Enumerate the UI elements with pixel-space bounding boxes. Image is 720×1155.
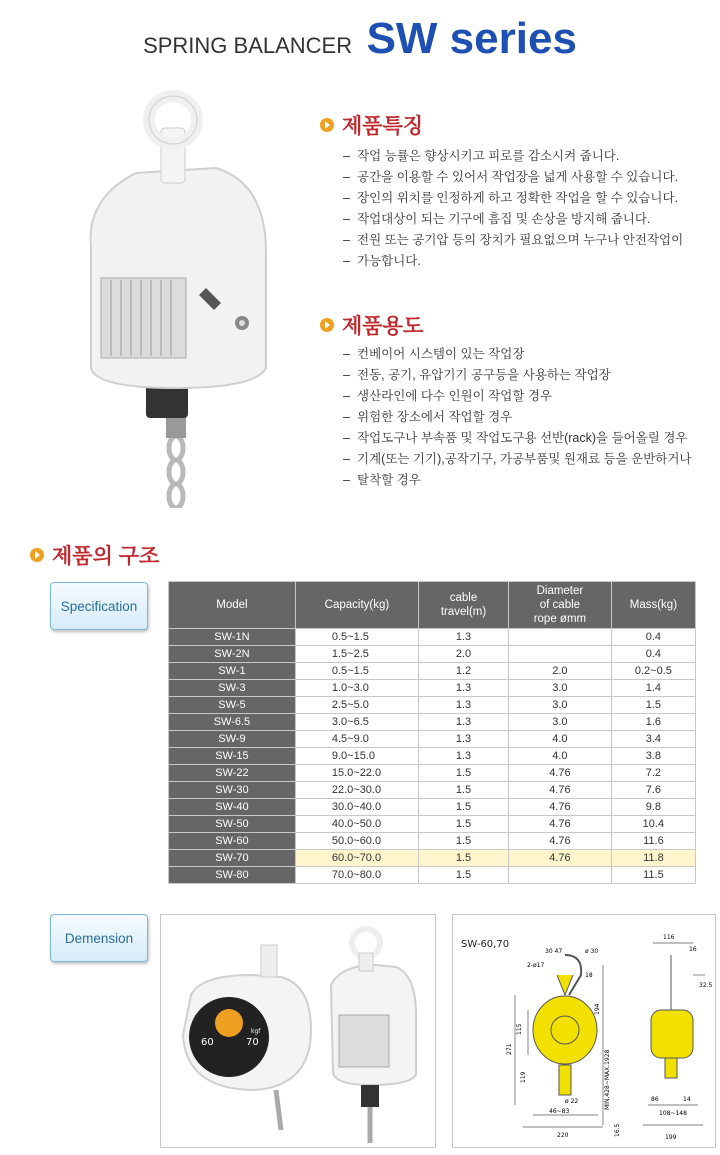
cell-capacity: 15.0~22.0 [295, 765, 418, 782]
cell-travel: 1.2 [419, 663, 509, 680]
table-row [169, 765, 696, 782]
arrow-bullet-icon [320, 318, 334, 332]
cell-diameter: 3.0 [509, 680, 612, 697]
header-model: Model [169, 582, 296, 629]
list-item-continuation: – 탈착할 경우 [343, 470, 713, 491]
svg-text:ø 22: ø 22 [565, 1098, 579, 1105]
cell-travel: 1.3 [419, 697, 509, 714]
cell-capacity: 22.0~30.0 [295, 782, 418, 799]
uses-heading: 제품용도 [320, 310, 423, 340]
list-item: – 전원 또는 공기압 등의 장치가 필요없으며 누구나 안전작업이 [343, 230, 713, 251]
cell-model: SW-1N [169, 629, 296, 646]
structure-heading: 제품의 구조 [30, 540, 159, 570]
cell-diameter: 4.76 [509, 782, 612, 799]
table-row [169, 629, 696, 646]
header-diameter: Diameter of cable rope ømm [509, 582, 612, 629]
cell-diameter [509, 629, 612, 646]
specification-tab[interactable]: Specification [50, 582, 148, 630]
cell-model: SW-5 [169, 697, 296, 714]
dimension-tab[interactable]: Demension [50, 914, 148, 962]
cell-travel: 1.5 [419, 765, 509, 782]
cell-capacity: 60.0~70.0 [295, 850, 418, 867]
cell-diameter: 4.76 [509, 850, 612, 867]
cell-travel: 1.3 [419, 731, 509, 748]
cell-mass: 1.6 [611, 714, 695, 731]
cell-model: SW-2N [169, 646, 296, 663]
cell-mass: 3.4 [611, 731, 695, 748]
cell-travel: 1.5 [419, 816, 509, 833]
header-travel: cable travel(m) [419, 582, 509, 629]
header-mass: Mass(kg) [611, 582, 695, 629]
cell-model: SW-3 [169, 680, 296, 697]
cell-mass: 1.5 [611, 697, 695, 714]
cell-diameter: 4.76 [509, 799, 612, 816]
svg-text:116: 116 [663, 934, 675, 941]
cell-mass: 11.6 [611, 833, 695, 850]
cell-capacity: 0.5~1.5 [295, 629, 418, 646]
svg-text:16.5: 16.5 [614, 1123, 621, 1137]
table-row [169, 816, 696, 833]
cell-mass: 7.6 [611, 782, 695, 799]
svg-text:70: 70 [246, 1037, 259, 1048]
cell-travel: 1.3 [419, 680, 509, 697]
title-series: SW series [366, 14, 577, 63]
product-photo [66, 88, 286, 508]
list-item: – 장인의 위치를 인정하게 하고 정확한 작업을 할 수 있습니다. [343, 188, 713, 209]
table-row [169, 714, 696, 731]
list-item: – 위험한 장소에서 작업할 경우 [343, 407, 713, 428]
cell-model: SW-30 [169, 782, 296, 799]
list-item-continuation: – 가능합니다. [343, 251, 713, 272]
cell-model: SW-80 [169, 867, 296, 884]
cell-diameter: 4.0 [509, 748, 612, 765]
svg-text:32.5: 32.5 [699, 982, 713, 989]
svg-text:MIN.428~MAX.1928: MIN.428~MAX.1928 [604, 1049, 611, 1110]
title-prefix: SPRING BALANCER [143, 33, 353, 58]
cell-model: SW-50 [169, 816, 296, 833]
cell-diameter [509, 867, 612, 884]
svg-text:18: 18 [585, 972, 593, 979]
cell-travel: 1.5 [419, 799, 509, 816]
svg-text:220: 220 [557, 1132, 569, 1139]
spec-table [168, 581, 696, 884]
features-heading: 제품특징 [320, 110, 423, 140]
cell-mass: 0.2~0.5 [611, 663, 695, 680]
cell-mass: 3.8 [611, 748, 695, 765]
svg-text:2-ø17: 2-ø17 [527, 962, 545, 969]
list-item: – 기계(또는 기기),공작기구, 가공부품및 원재료 등을 운반하거나 [343, 449, 713, 470]
cell-mass: 11.8 [611, 850, 695, 867]
list-item: – 공간을 이용할 수 있어서 작업장을 넓게 사용할 수 있습니다. [343, 167, 713, 188]
svg-text:30 47: 30 47 [545, 948, 563, 955]
cell-mass: 1.4 [611, 680, 695, 697]
cell-travel: 1.5 [419, 850, 509, 867]
table-row [169, 680, 696, 697]
list-item: – 전동, 공기, 유압기기 공구등을 사용하는 작업장 [343, 365, 713, 386]
cell-model: SW-22 [169, 765, 296, 782]
cell-mass: 0.4 [611, 646, 695, 663]
header-capacity: Capacity(kg) [295, 582, 418, 629]
svg-text:14: 14 [683, 1096, 691, 1103]
cell-capacity: 30.0~40.0 [295, 799, 418, 816]
cell-model: SW-70 [169, 850, 296, 867]
svg-text:ø 30: ø 30 [585, 948, 599, 955]
page-title [0, 14, 720, 64]
features-list [343, 146, 713, 272]
cell-mass: 10.4 [611, 816, 695, 833]
cell-capacity: 1.0~3.0 [295, 680, 418, 697]
table-row [169, 782, 696, 799]
table-row [169, 646, 696, 663]
svg-text:119: 119 [520, 1071, 527, 1083]
cell-diameter: 4.0 [509, 731, 612, 748]
svg-text:115: 115 [516, 1023, 523, 1035]
table-row [169, 748, 696, 765]
cell-capacity: 40.0~50.0 [295, 816, 418, 833]
cell-model: SW-6.5 [169, 714, 296, 731]
svg-text:194: 194 [594, 1003, 601, 1015]
svg-text:kgf: kgf [251, 1028, 261, 1035]
cell-capacity: 2.5~5.0 [295, 697, 418, 714]
table-row [169, 663, 696, 680]
cell-model: SW-15 [169, 748, 296, 765]
arrow-bullet-icon [320, 118, 334, 132]
svg-text:86: 86 [651, 1096, 659, 1103]
svg-text:46~83: 46~83 [549, 1108, 570, 1115]
cell-diameter: 4.76 [509, 765, 612, 782]
cell-travel: 1.3 [419, 748, 509, 765]
dimension-photo [160, 914, 436, 1148]
cell-travel: 1.5 [419, 833, 509, 850]
list-item: – 컨베이어 시스템이 있는 작업장 [343, 344, 713, 365]
cell-capacity: 1.5~2.5 [295, 646, 418, 663]
svg-text:16: 16 [689, 946, 697, 953]
svg-text:60: 60 [201, 1037, 214, 1048]
cell-mass: 11.5 [611, 867, 695, 884]
arrow-bullet-icon [30, 548, 44, 562]
cell-capacity: 9.0~15.0 [295, 748, 418, 765]
svg-text:108~148: 108~148 [659, 1110, 687, 1117]
cell-model: SW-60 [169, 833, 296, 850]
cell-capacity: 3.0~6.5 [295, 714, 418, 731]
cell-capacity: 0.5~1.5 [295, 663, 418, 680]
cell-capacity: 4.5~9.0 [295, 731, 418, 748]
cell-travel: 2.0 [419, 646, 509, 663]
cell-travel: 1.5 [419, 867, 509, 884]
cell-model: SW-9 [169, 731, 296, 748]
cell-diameter [509, 646, 612, 663]
cell-mass: 0.4 [611, 629, 695, 646]
dimension-drawing [452, 914, 716, 1148]
cell-travel: 1.3 [419, 714, 509, 731]
cell-diameter: 2.0 [509, 663, 612, 680]
table-row [169, 833, 696, 850]
cell-capacity: 50.0~60.0 [295, 833, 418, 850]
table-row [169, 850, 696, 867]
drawing-label: SW-60,70 [461, 939, 510, 950]
cell-diameter: 3.0 [509, 714, 612, 731]
svg-text:199: 199 [665, 1134, 677, 1141]
list-item: – 작업 능률은 향상시키고 피로를 감소시켜 줍니다. [343, 146, 713, 167]
cell-mass: 9.8 [611, 799, 695, 816]
cell-mass: 7.2 [611, 765, 695, 782]
cell-diameter: 4.76 [509, 816, 612, 833]
cell-model: SW-40 [169, 799, 296, 816]
table-row [169, 867, 696, 884]
table-row [169, 697, 696, 714]
list-item: – 생산라인에 다수 인원이 작업할 경우 [343, 386, 713, 407]
uses-list [343, 344, 713, 491]
list-item: – 작업도구나 부속품 및 작업도구용 선반(rack)을 들어올릴 경우 [343, 428, 713, 449]
cell-diameter: 3.0 [509, 697, 612, 714]
table-row [169, 731, 696, 748]
cell-travel: 1.3 [419, 629, 509, 646]
cell-model: SW-1 [169, 663, 296, 680]
list-item: – 작업대상이 되는 기구에 흠집 및 손상을 방지해 줍니다. [343, 209, 713, 230]
svg-text:271: 271 [506, 1043, 513, 1055]
table-header-row [169, 582, 696, 629]
cell-travel: 1.5 [419, 782, 509, 799]
cell-diameter: 4.76 [509, 833, 612, 850]
cell-capacity: 70.0~80.0 [295, 867, 418, 884]
table-row [169, 799, 696, 816]
